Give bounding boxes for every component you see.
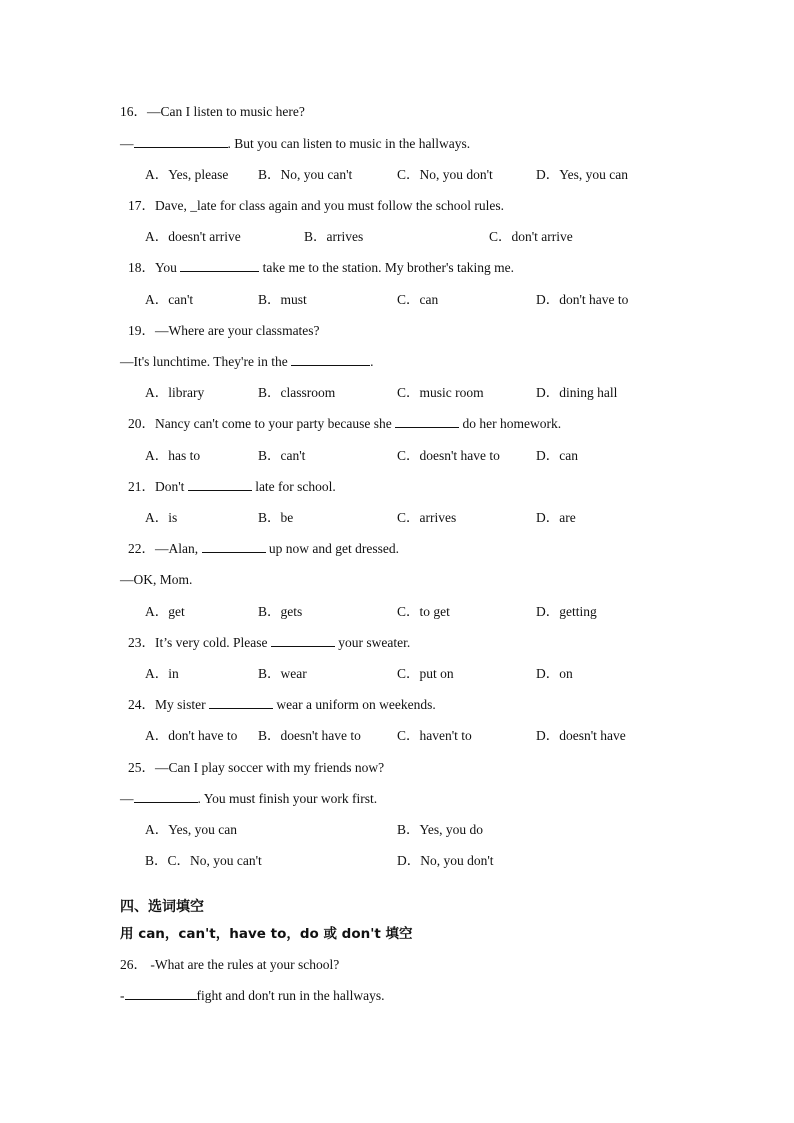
- question-24-option-d: D．doesn't have: [536, 728, 626, 743]
- question-16-option-b: B．No, you can't: [258, 167, 353, 182]
- stem-suffix: take me to the station. My brother's taking me.: [259, 260, 515, 275]
- question-18-option-b: B．must: [258, 292, 307, 307]
- answer-blank: [271, 634, 335, 647]
- question-21-option-b: B．be: [258, 510, 294, 525]
- question-25-option-a: A．Yes, you can: [145, 822, 238, 837]
- question-23-option-d: D．on: [536, 666, 573, 681]
- question-22-option-d: D．getting: [536, 604, 597, 619]
- question-22-option-c: C．to get: [397, 604, 450, 619]
- stem-prefix: 18．You: [128, 260, 181, 275]
- answer-blank: [202, 540, 266, 553]
- stem-prefix: 20．Nancy can't come to your party because she: [128, 416, 396, 431]
- stem-suffix: late for school.: [251, 479, 336, 494]
- question-20-option-b: B．can't: [258, 448, 306, 463]
- question-25-option-d: D．No, you don't: [397, 853, 494, 868]
- answer-blank: [134, 135, 228, 148]
- question-22-stem: [128, 540, 399, 558]
- answer-blank: [291, 353, 370, 366]
- question-21-option-d: D．are: [536, 510, 576, 525]
- stem-suffix: up now and get dressed.: [265, 541, 399, 556]
- answer-blank: [209, 696, 273, 709]
- question-25-option-b: B．Yes, you do: [397, 822, 484, 837]
- question-19-option-c: C．music room: [397, 385, 484, 400]
- question-18-option-a: A．can't: [145, 292, 194, 307]
- question-25-stem: 25．—Can I play soccer with my friends now?: [128, 760, 385, 775]
- question-19-reply: [120, 353, 373, 371]
- stem-prefix: 24．My sister: [128, 697, 209, 712]
- stem-prefix: 21．Don't: [128, 479, 188, 494]
- stem-suffix: wear a uniform on weekends.: [273, 697, 436, 712]
- question-18-stem: [128, 259, 514, 277]
- reply-prefix: -: [120, 988, 125, 1003]
- question-17-stem: 17．Dave, _late for class again and you must follow the school rules.: [128, 198, 505, 213]
- question-25-option-c: B．C．No, you can't: [145, 853, 262, 868]
- question-17-option-b: B．arrives: [304, 229, 364, 244]
- stem-prefix: 23．It’s very cold. Please: [128, 635, 271, 650]
- reply-prefix: —It's lunchtime. They're in the: [120, 354, 292, 369]
- question-16-option-d: D．Yes, you can: [536, 167, 629, 182]
- question-17-option-a: A．doesn't arrive: [145, 229, 241, 244]
- answer-blank: [125, 987, 197, 1000]
- reply-suffix: . You must finish your work first.: [197, 791, 378, 806]
- answer-blank: [180, 259, 259, 272]
- stem-prefix: 22．—Alan,: [128, 541, 202, 556]
- question-16-option-c: C．No, you don't: [397, 167, 493, 182]
- reply-suffix: . But you can listen to music in the hallways.: [227, 136, 471, 151]
- question-21-stem: [128, 478, 336, 496]
- question-20-option-a: A．has to: [145, 448, 201, 463]
- reply-prefix: —: [120, 791, 134, 806]
- answer-blank: [188, 478, 252, 491]
- question-16-stem: 16．—Can I listen to music here?: [120, 104, 305, 119]
- section-title: 四、选词填空: [120, 899, 204, 915]
- question-18-option-d: D．don't have to: [536, 292, 629, 307]
- question-16-option-a: A．Yes, please: [145, 167, 229, 182]
- section-instruction: 用 can，can't，have to，do 或 don't 填空: [120, 926, 413, 942]
- question-24-stem: [128, 696, 436, 714]
- question-17-option-c: C．don't arrive: [489, 229, 573, 244]
- question-21-option-c: C．arrives: [397, 510, 457, 525]
- question-22-reply: —OK, Mom.: [120, 572, 193, 587]
- stem-suffix: do her homework.: [459, 416, 562, 431]
- question-25-reply: [120, 790, 377, 808]
- question-26-reply: [120, 987, 385, 1005]
- question-20-option-d: D．can: [536, 448, 578, 463]
- reply-prefix: —: [120, 136, 134, 151]
- question-20-stem: [128, 415, 561, 433]
- question-18-option-c: C．can: [397, 292, 439, 307]
- answer-blank: [134, 790, 198, 803]
- question-23-stem: [128, 634, 410, 652]
- question-24-option-b: B．doesn't have to: [258, 728, 361, 743]
- reply-suffix: fight and don't run in the hallways.: [196, 988, 385, 1003]
- stem-suffix: your sweater.: [334, 635, 411, 650]
- question-23-option-b: B．wear: [258, 666, 307, 681]
- question-22-option-b: B．gets: [258, 604, 303, 619]
- question-26-stem: 26． -What are the rules at your school?: [120, 957, 340, 972]
- question-24-option-a: A．don't have to: [145, 728, 238, 743]
- answer-blank: [395, 415, 459, 428]
- question-23-option-a: A．in: [145, 666, 179, 681]
- question-20-option-c: C．doesn't have to: [397, 448, 500, 463]
- question-23-option-c: C．put on: [397, 666, 454, 681]
- question-24-option-c: C．haven't to: [397, 728, 472, 743]
- question-19-option-d: D．dining hall: [536, 385, 618, 400]
- question-19-stem: 19．—Where are your classmates?: [128, 323, 320, 338]
- question-19-option-a: A．library: [145, 385, 205, 400]
- question-22-option-a: A．get: [145, 604, 185, 619]
- question-19-option-b: B．classroom: [258, 385, 336, 400]
- question-16-reply: [120, 135, 470, 153]
- question-21-option-a: A．is: [145, 510, 178, 525]
- reply-suffix: .: [370, 354, 374, 369]
